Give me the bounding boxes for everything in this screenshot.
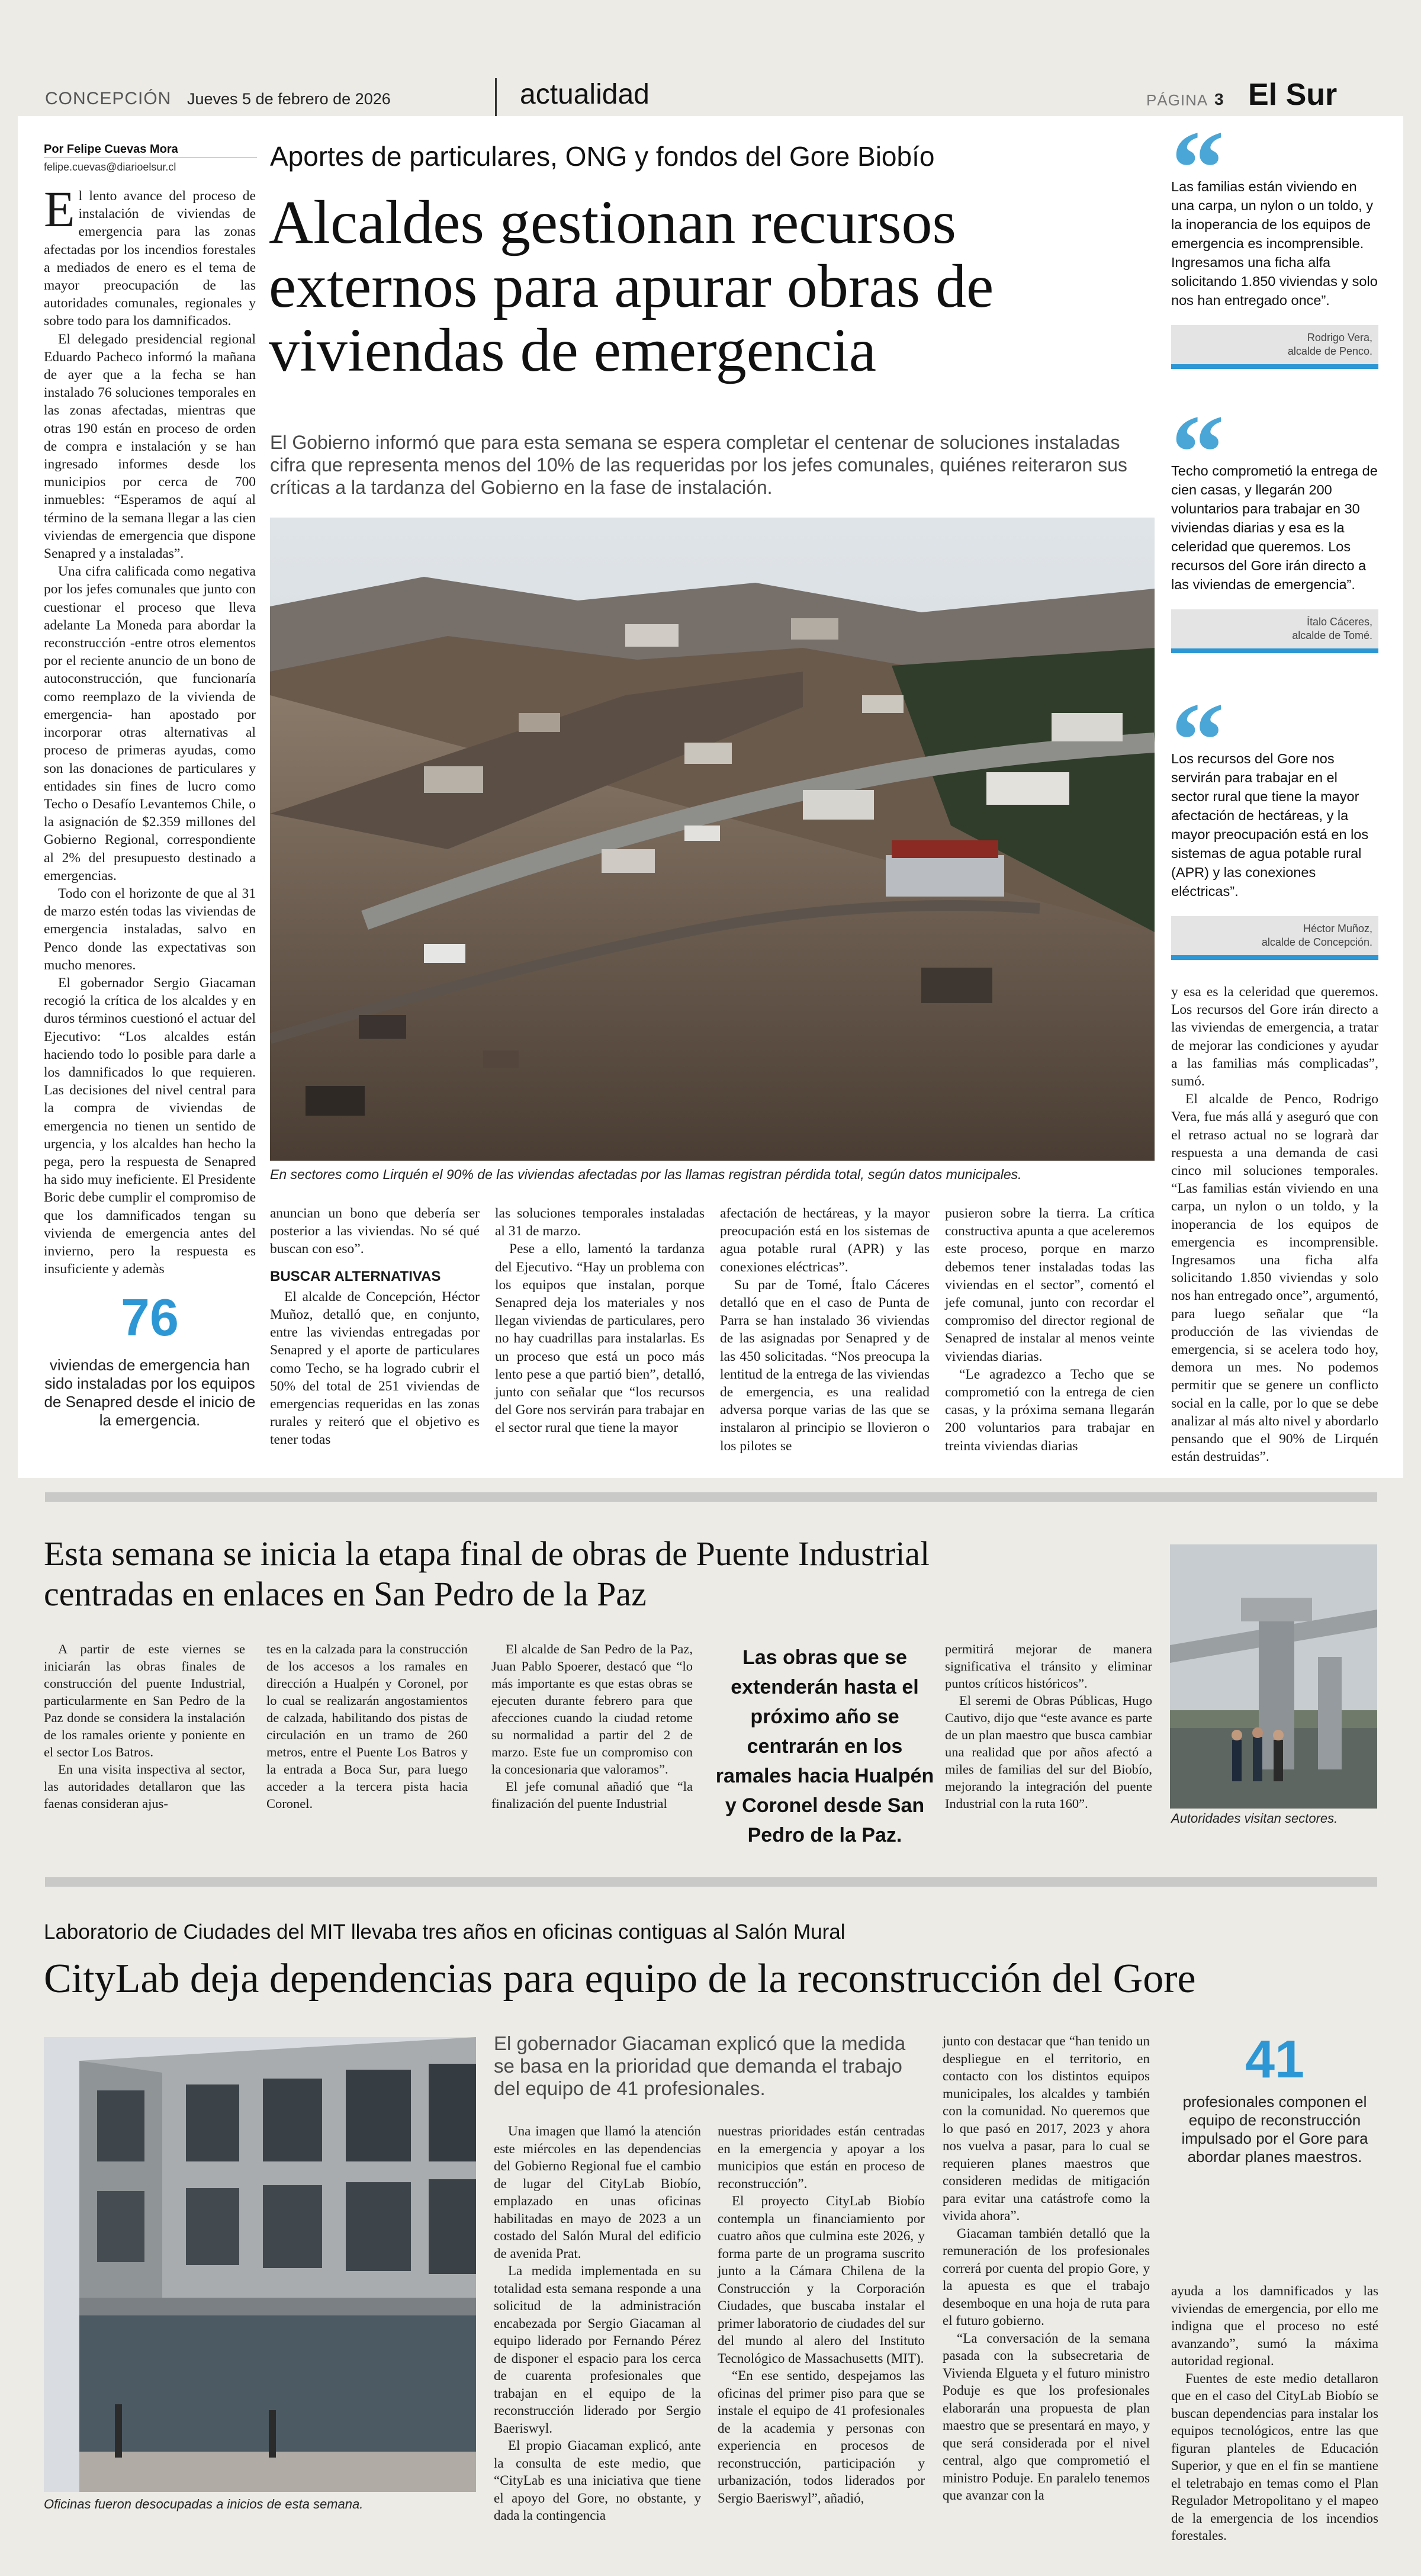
citylab-kicker: Laboratorio de Ciudades del MIT llevaba tres años en oficinas contiguas al Salón Mural [44,1920,845,1944]
quote-2-role: alcalde de Tomé. [1292,629,1372,641]
main-left-p2: El delegado presidencial regional Eduardo Pacheco informó la mañana de ayer que a la fecha se han instalado 76 soluciones temporales en las zonas afectadas, mientras que otras 190 están en proceso de orden de compra e instalación y se han ingresado informes desde los municipios por cerca de 700 inmuebles: “Esperamos de aquí al término de la semana llegar a las cien viviendas de emergencia que dispone Senapred y a instaladas”. [44,331,256,562]
citylab-col1-p1: Una imagen que llamó la atención este miércoles en las dependencias del Gobierno Regional fue el cambio de lugar del CityLab Biobío, emplazado en unas oficinas habilitadas en mayo de 2023 a un costado del Salón Mural del edificio de avenida Prat. [494,2124,701,2261]
citylab-col-4 [1171,2282,1378,2545]
main-col4-p1: afectación de hectáreas, y la mayor preocupación está en los sistemas de agua potable rural (APR) y las conexiones eléctricas”. [720,1206,930,1275]
citylab-col2-p2: El proyecto CityLab Biobío contempla un financiamiento por cuatro años que culmina este 2026, y forma parte de un programa suscrito junto a la Cámara Chilena de la Construcción y la Corporación Ciudades, que buscaba instalar el primer laboratorio de ciudades del sur del mundo al alero del Instituto Tecnológico de Massachusetts (MIT). [718,2193,925,2366]
citylab-col3-p3: “La conversación de la semana pasada con la subsecretaria de Vivienda Elgueta y el futuro ministro Poduje es que los profesionales elaborarán una propuesta de plan maestro que se presentará en mayo, y que será considerada por el nivel central, algo que comprometió el ministro Poduje. En paralelo tenemos que avanzar con la [943,2330,1150,2503]
header-brand: El Sur [1248,78,1338,112]
burned-hillside-image [270,518,1155,1161]
header-page-label: PÁGINA [1146,91,1208,109]
quote-1 [1171,127,1378,369]
quote-3-name: Héctor Muñoz, [1303,923,1372,934]
section-rule-2 [45,1877,1377,1887]
dropcap: E [44,181,75,237]
header-city: CONCEPCIÓN [45,89,172,108]
bridge-col-4 [945,1640,1152,1812]
header-date: Jueves 5 de febrero de 2026 [187,90,391,108]
quote-3-role: alcalde de Concepción. [1261,936,1372,948]
main-col2-p1: anuncian un bono que debería ser posterior a las viviendas. No sé qué buscan con eso”. [270,1206,480,1257]
bridge-col2-p1: tes en la calzada para la construcción de los accesos a los ramales en dirección a Hualpén y Coronel, por lo cual se realizarán angostamientos de calzada, habilitando dos pistas de circulación en un tramo de 260 metros, entre el Puente Los Batros y la entrada a Boca Sur, para luego acceder a la tercera pista hacia Coronel. [266,1642,468,1811]
main-left-p5: El gobernador Sergio Giacaman recogió la crítica de los alcaldes y en duros términos cuestionó el actuar del Ejecutivo: “Los alcaldes están haciendo todo lo posible para darle a los damnificados lo que requieren. Las decisiones del nivel central para la compra de viviendas de emergencia no tienen un sentido de urgencia, y los alcaldes han hecho la pega, pero la respuesta de Senapred ha sido muy ineficiente. El Presidente Boric debe cumplir el compromiso de que los damnificados tengan su vivienda de emergencia antes del invierno, pero la respuesta es insuficiente y ademàs [44,975,256,1277]
header-page-number: 3 [1214,90,1224,108]
bridge-col-2 [266,1640,468,1812]
bridge-col4-p2: El seremi de Obras Públicas, Hugo Cautivo, dijo que “este avance es parte de un plan maestro que busca cambiar una realidad que por años afectó a miles de familias del sur del Biobío, mejorando la integración del puente Industrial con la ruta 160”. [945,1693,1152,1811]
quote-2-text: Techo comprometió la entrega de cien casas, y llegarán 200 voluntarios para trabajar en 30 viviendas diarias y esa es la celeridad que queremos. Los recursos del Gore irán directo a las viviendas de emergencia”. [1171,463,1378,592]
bridge-col-3 [491,1640,693,1812]
bridge-col-1 [44,1640,245,1812]
header-divider [495,78,497,117]
main-col-6 [1171,983,1378,1466]
citylab-col1-p3: El propio Giacaman explicó, ante la consulta de este medio, que “CityLab es una iniciativa que tiene el apoyo del Gore, no obstante, y dada la contingencia [494,2438,701,2523]
citylab-col4-p2: Fuentes de este medio detallaron que en el caso del CityLab Biobío se buscan dependencias para instalar los equipos tecnológicos, entre las que figuran planteles de Educación Superior, y que en el fin se mantiene el teletrabajo en temas como el Plan Regulador Metropolitano y el mapeo de la emergencia de los incendios forestales. [1171,2371,1378,2543]
main-col3-p2: Pese a ello, lamentó la tardanza del Ejecutivo. “Hay un problema con los equipos que instalan, porque Senapred deja los materiales y nos llegan viviendas de particulares, pero no hay cuadrillas para instalarlas. Es un proceso que está un poco más lento pese a que partió bien”, detalló, junto con señalar que “los recursos del Gore nos servirán para trabajar en el sector rural que tiene la mayor [495,1241,705,1436]
citylab-col1-p2: La medida implementada en su totalidad esta semana responde a una solicitud de la administración encabezada por Sergio Giacaman al equipo liderado por Fernando Pérez de disponer el espacio para los cerca de cuarenta profesionales que trabajan en el equipo de la reconstrucción liderado por Sergio Baeriswyl. [494,2263,701,2436]
bridge-construction-image [1170,1544,1377,1809]
quote-mark-icon [1171,127,1378,183]
quote-2 [1171,411,1378,653]
main-col-5 [945,1205,1155,1455]
quote-mark-icon [1171,411,1378,467]
header-section: actualidad [520,79,650,110]
main-col-3 [495,1205,705,1437]
quote-3-text: Los recursos del Gore nos servirán para trabajar en el sector rural que tiene la mayor afectación de hectáreas, y la mayor preocupación está en los sistemas de agua potable rural (APR) y las conexiones eléctricas”. [1171,751,1369,899]
main-headline: Alcaldes gestionan recursos externos para apurar obras de viviendas de emergencia [269,188,994,384]
quote-1-source [1171,325,1378,364]
quote-3 [1171,699,1378,960]
citylab-col-3 [943,2032,1150,2504]
quote-1-name: Rodrigo Vera, [1307,332,1372,343]
main-left-p1: l lento avance del proceso de instalación de viviendas de emergencia para las zonas afectadas por los incendios forestales a mediados de enero es el tema de mayor preocupación de las autoridades comunales, regionales y sobre todo para los damnificados. [44,188,256,329]
bridge-col3-p1: El alcalde de San Pedro de la Paz, Juan Pablo Spoerer, destacó que “lo más importante es que estas obras se ejecuten durante febrero para que afecciones cuando la ciudad retome su normalidad a partir del 2 de marzo. Este fue un compromiso con la concesionaria que valoramos”. [491,1642,693,1777]
main-col3-p1: las soluciones temporales instaladas al 31 de marzo. [495,1206,705,1239]
byline-name: Por Felipe Cuevas Mora [44,143,178,156]
main-col5-p1: pusieron sobre la tierra. La crítica constructiva apunta a que aceleremos este proceso, porque en marzo debemos tener instaladas todas las viviendas en el sector”, comentó el jefe comunal, junto con recordar el compromiso del director regional de Senapred de instalar al menos veinte viviendas diarias. [945,1206,1155,1364]
main-col4-p2: Su par de Tomé, Ítalo Cáceres detalló que en el caso de Punta de Parra se han instalado 36 viviendas de las asignadas por Senapred y de las 450 solicitadas. “Nos preocupa la lentitud de la entrega de las viviendas de emergencia, es una realidad adversa porque varias de las que se instalaron al principio se llovieron o los pilotes se [720,1277,930,1454]
citylab-col3-p2: Giacaman también detalló que la remuneración de los profesionales correrá por cuenta del propio Gore, y la apuesta es que el trabajo desemboque en una hoja de ruta para el futuro gobierno. [943,2225,1150,2328]
quote-3-bar [1171,955,1378,960]
main-lead: El Gobierno informó que para esta semana se espera completar el centenar de soluciones instaladas cifra que representa menos del 10% de las requeridas por los jefes comunales, quiénes reiteraron sus críticas a la tardanza del Gobierno en la fase de instalación. [270,432,1127,498]
bridge-col4-p1: permitirá mejorar de manera significativa el tránsito y eliminar puntos críticos históricos”. [945,1642,1152,1691]
bridge-photo-caption: Autoridades visitan sectores. [1171,1811,1338,1826]
citylab-col2-p3: “En ese sentido, despejamos las oficinas del primer piso para que se instale el equipo de 41 profesionales de la academia y personas con experiencia en procesos de reconstrucción, participación y urbanización, todos liderados por Sergio Baeriswyl”, añadió, [718,2368,925,2506]
citylab-headline: CityLab deja dependencias para equipo de la reconstrucción del Gore [44,1956,1196,2002]
citylab-col-1 [494,2122,701,2524]
main-col6-p2: El alcalde de Penco, Rodrigo Vera, fue más allá y aseguró que con el retraso actual no se lograrà dar respuesta a una demanda de casi cinco mil soluciones temporales. “Las familias están viviendo en una carpa, un nylon o un toldo, y la inoperancia de los equipos de emergencia es incomprensible. Ingresamos una ficha alfa solicitando 1.850 viviendas y solo nos han entregado once”, argumentó, para luego señalar que “la producción de las viviendas de emergencia, si se acelera todo hoy, demora un mes. No podemos permitir que se genere un conflicto social en la calle, por lo que se debe analizar al más alto nivel y abordarlo pensando que el 90% de Lirquén están destruidas”. [1171,1091,1378,1465]
main-col2-p2: El alcalde de Concepción, Héctor Muñoz, detalló que, en conjunto, entre las viviendas entregadas por Senapred y el aporte de particulares como Techo, se ha logrado cubrir el 50% del total de 251 viviendas de emergencias requeridas en las zonas rurales y reiteró que el objetivo es tener todas [270,1289,480,1448]
bridge-photo [1170,1544,1377,1809]
quote-2-source [1171,609,1378,648]
citylab-photo-caption: Oficinas fueron desocupadas a inicios de esta semana. [44,2497,364,2511]
main-col-2 [270,1205,480,1449]
stat-76-text: viviendas de emergencia han sido instaladas por los equipos de Senapred desde el inicio de la emergencia. [44,1356,256,1429]
main-col6-p1: y esa es la celeridad que queremos. Los recursos del Gore irán directo a las viviendas de emergencia, a tratar de mejorar las condiciones y ayudar a las familias más complicadas”, sumó. [1171,984,1378,1090]
section-rule-1 [45,1492,1377,1502]
bridge-headline: Esta semana se inicia la etapa final de obras de Puente Industrial centradas en enlaces en San Pedro de la Paz [44,1534,930,1613]
citylab-photo [44,2037,476,2492]
main-photo [270,518,1155,1161]
quote-2-name: Ítalo Cáceres, [1306,616,1372,628]
byline-handle: felipe.cuevas@diarioelsur.cl [44,161,176,173]
main-kicker: Aportes de particulares, ONG y fondos del Gore Biobío [270,141,935,172]
bridge-col1-p1: A partir de este viernes se iniciarán las obras finales de construcción del puente Industrial, particularmente en San Pedro de la Paz donde se considera la instalación de los ramales oriente y poniente en el sector Los Batros. [44,1642,245,1759]
quote-1-text: Las familias están viviendo en una carpa, un nylon o un toldo, y la inoperancia de los equipos de emergencia es incomprensible. Ingresamos una ficha alfa solicitando 1.850 viviendas y solo nos han entregado once”. [1171,179,1378,308]
main-photo-caption: En sectores como Lirquén el 90% de las viviendas afectadas por las llamas registran pérdida total, según datos municipales. [270,1167,1022,1182]
citylab-col-2 [718,2122,925,2507]
citylab-col2-p1: nuestras prioridades están centradas en la emergencia y apoyar a los municipios que están en proceso de reconstrucción”. [718,2124,925,2191]
main-left-p4: Todo con el horizonte de que al 31 de marzo estén todas las viviendas de emergencia instaladas, salvo en Penco donde las expectativas son mucho menores. [44,885,256,973]
quote-1-bar [1171,364,1378,369]
citylab-lead: El gobernador Giacaman explicó que la medida se basa en la prioridad que demanda el trabajo del equipo de 41 profesionales. [494,2032,906,2099]
main-left-column [44,181,256,1278]
stat-76-number: 76 [121,1288,179,1347]
quote-3-source [1171,916,1378,955]
main-col5-p2: “Le agradezco a Techo que se comprometió con la entrega de cien casas, y la próxima semana llegarán 200 voluntarios para trabajar en treinta viviendas diarias [945,1366,1155,1454]
stat-41-text: profesionales componen el equipo de reconstrucción impulsado por el Gore para abordar planes maestros. [1181,2093,1368,2166]
quote-2-bar [1171,648,1378,653]
bridge-col1-p2: En una visita inspectiva al sector, las autoridades detallaron que las faenas consideran ajus- [44,1762,245,1811]
citylab-col3-p1: junto con destacar que “han tenido un despliegue en el territorio, en contacto con los distintos equipos municipales, los alcaldes y también con la comunidad. No queremos que lo que pasó en 2017, 2023 y ahora nos vuelva a pasar, para lo cual se requieren planes maestros que consideren medidas de mitigación para evitar una catástrofe como la vivida ahora”. [943,2034,1150,2223]
main-subhead: BUSCAR ALTERNATIVAS [270,1268,441,1284]
stat-41-number: 41 [1245,2030,1305,2089]
quote-1-role: alcalde de Penco. [1287,345,1372,357]
main-left-p3: Una cifra calificada como negativa por los jefes comunales que junto con cuestionar el proceso que lleva adelante La Moneda para abordar la reconstrucción -entre otros elementos por el reciente anuncio de un bono de autoconstrucción, que funcionaría como reemplazo de la vivienda de emergencia- han apostado por incorporar otras alternativas al proceso de primeras ayudas, como son las donaciones de particulares y entidades sin fines de lucro como Techo o Desafío Levantemos Chile, o la asignación de $2.359 millones del Gobierno Regional, correspondiente al 2% del presupuesto destinado a emergencias. [44,564,256,884]
bridge-pullquote: Las obras que se extenderán hasta el próximo año se centrarán en los ramales hacia Hualpén y Coronel desde San Pedro de la Paz. [715,1646,934,1846]
citylab-col4-p1: ayuda a los damnificados y las viviendas de emergencia, por ello me indigna que el proceso no esté avanzando”, sumó la máxima autoridad regional. [1171,2283,1378,2368]
quote-mark-icon [1171,699,1378,755]
bridge-col3-p2: El jefe comunal añadió que “la finalización del puente Industrial [491,1779,693,1811]
building-facade-image [44,2037,476,2492]
main-col-4 [720,1205,930,1455]
